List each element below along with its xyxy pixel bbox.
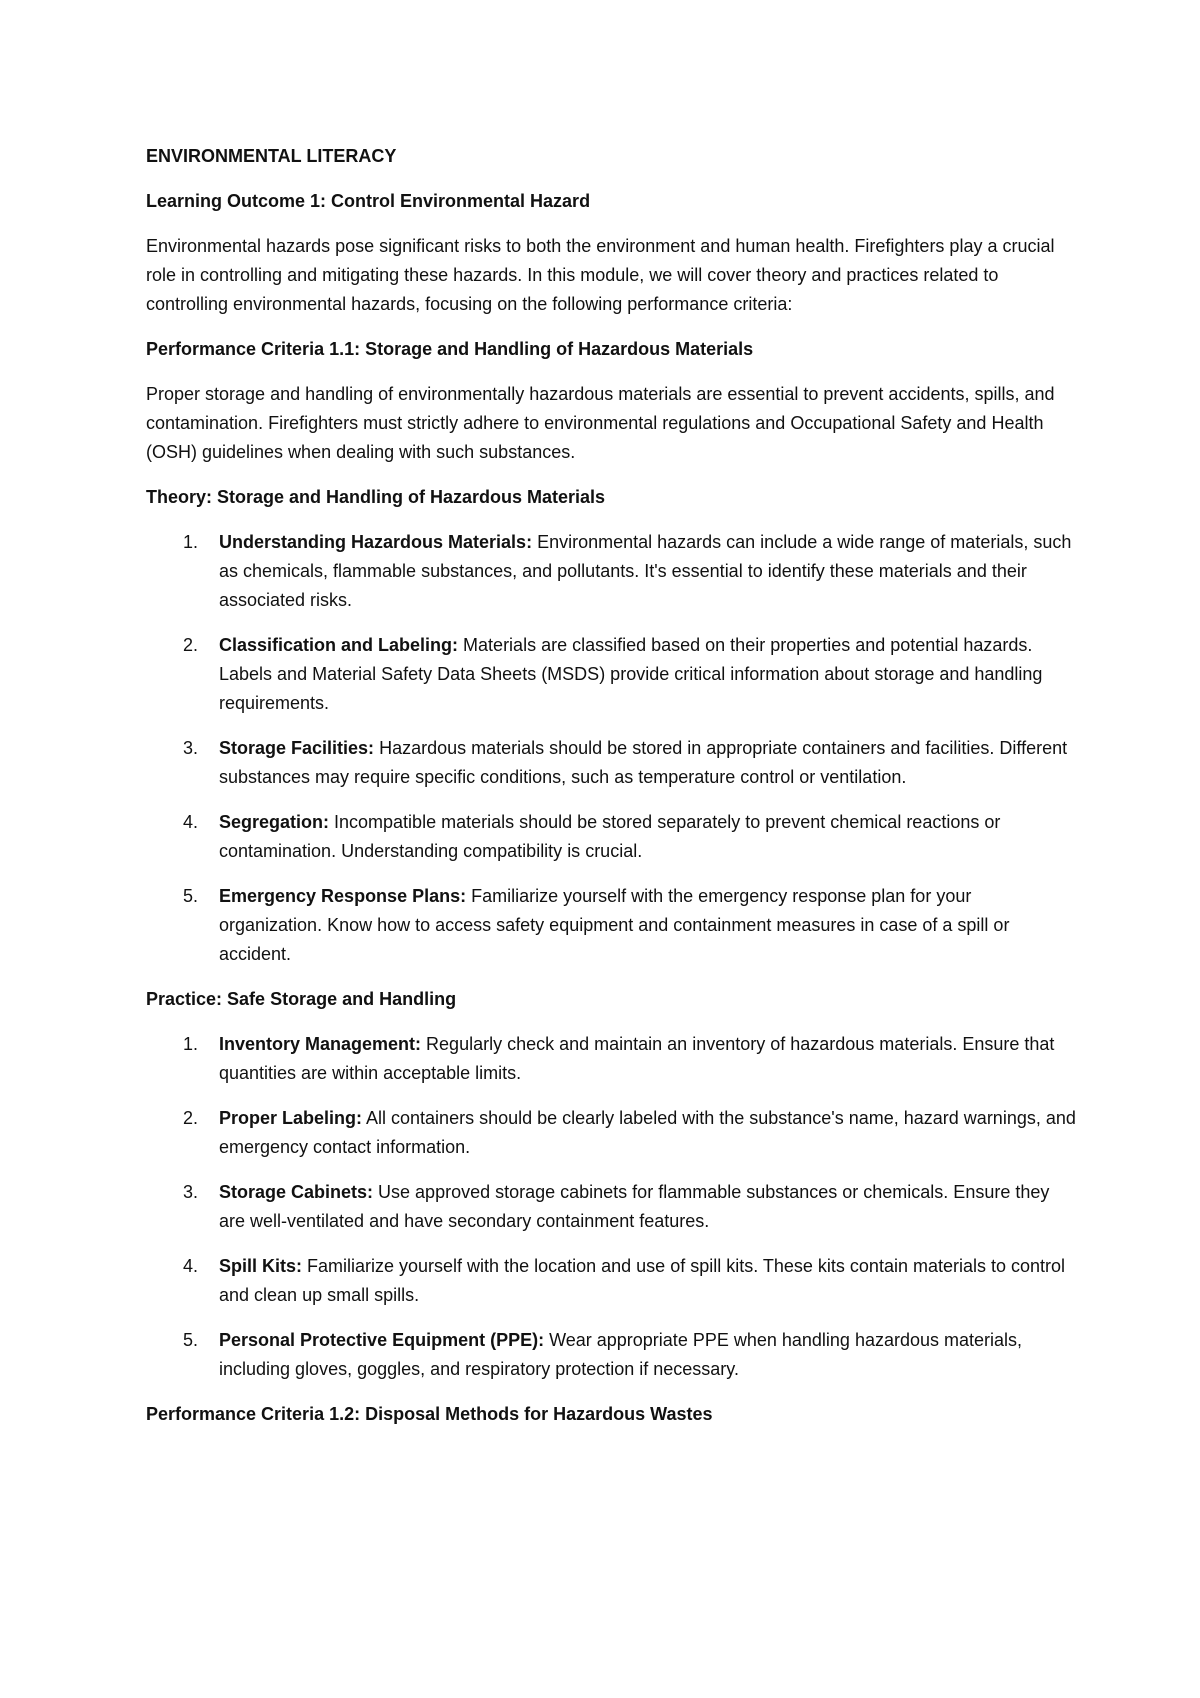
- list-term: Storage Cabinets:: [219, 1182, 374, 1202]
- theory-heading: Theory: Storage and Handling of Hazardous Materials: [146, 487, 606, 507]
- list-text: All containers should be clearly labeled with the substance's name, hazard warnings, and emergency contact information.: [219, 1108, 1076, 1157]
- list-text: Familiarize yourself with the location and use of spill kits. These kits contain materials to control and clean up small spills.: [219, 1256, 1066, 1305]
- list-item: [146, 528, 1076, 615]
- list-term: Emergency Response Plans:: [219, 886, 467, 906]
- list-item: [146, 1252, 1076, 1310]
- pc2-heading: Performance Criteria 1.2: Disposal Methods for Hazardous Wastes: [146, 1404, 713, 1424]
- pc1-heading: Performance Criteria 1.1: Storage and Handling of Hazardous Materials: [146, 339, 754, 359]
- list-term: Inventory Management:: [219, 1034, 422, 1054]
- list-number: 2.: [183, 1108, 199, 1128]
- list-text: Familiarize yourself with the emergency response plan for your organization. Know how to access safety equipment and containment measures in case of a spill or accident.: [219, 886, 1010, 964]
- list-number: 3.: [183, 1182, 199, 1202]
- list-number: 4.: [183, 1256, 199, 1276]
- learning-outcome-heading: Learning Outcome 1: Control Environmental Hazard: [146, 191, 591, 211]
- list-text: Materials are classified based on their properties and potential hazards. Labels and Material Safety Data Sheets (MSDS) provide critical information about storage and handling requirements.: [219, 635, 1043, 713]
- list-term: Personal Protective Equipment (PPE):: [219, 1330, 545, 1350]
- list-text: Use approved storage cabinets for flammable substances or chemicals. Ensure they are well-ventilated and have secondary containment features.: [219, 1182, 1050, 1231]
- list-term: Classification and Labeling:: [219, 635, 459, 655]
- list-item: [146, 1030, 1076, 1088]
- list-number: 2.: [183, 635, 199, 655]
- document-page: [146, 142, 1076, 1445]
- list-term: Understanding Hazardous Materials:: [219, 532, 533, 552]
- list-number: 3.: [183, 738, 199, 758]
- document-title: ENVIRONMENTAL LITERACY: [146, 146, 397, 166]
- list-item: [146, 734, 1076, 792]
- intro-paragraph: Environmental hazards pose significant risks to both the environment and human health. Firefighters play a crucial role in controlling and mitigating these hazards. In this module, we will cover theory and practices related to controlling environmental hazards, focusing on the following performance criteria:: [146, 236, 1055, 314]
- list-number: 1.: [183, 1034, 199, 1054]
- list-text: Regularly check and maintain an inventory of hazardous materials. Ensure that quantities are within acceptable limits.: [219, 1034, 1055, 1083]
- list-term: Storage Facilities:: [219, 738, 375, 758]
- list-item: [146, 1104, 1076, 1162]
- list-term: Spill Kits:: [219, 1256, 303, 1276]
- list-item: [146, 1178, 1076, 1236]
- theory-list: [146, 528, 1076, 969]
- list-number: 5.: [183, 1330, 199, 1350]
- list-text: Incompatible materials should be stored separately to prevent chemical reactions or contamination. Understanding compatibility is crucial.: [219, 812, 1001, 861]
- list-term: Proper Labeling:: [219, 1108, 363, 1128]
- list-text: Environmental hazards can include a wide range of materials, such as chemicals, flammable substances, and pollutants. It's essential to identify these materials and their associated risks.: [219, 532, 1072, 610]
- list-item: [146, 882, 1076, 969]
- practice-list: [146, 1030, 1076, 1384]
- list-number: 5.: [183, 886, 199, 906]
- list-number: 1.: [183, 532, 199, 552]
- list-item: [146, 808, 1076, 866]
- list-item: [146, 1326, 1076, 1384]
- list-number: 4.: [183, 812, 199, 832]
- practice-heading: Practice: Safe Storage and Handling: [146, 989, 457, 1009]
- list-text: Wear appropriate PPE when handling hazardous materials, including gloves, goggles, and respiratory protection if necessary.: [219, 1330, 1023, 1379]
- list-item: [146, 631, 1076, 718]
- pc1-intro-paragraph: Proper storage and handling of environmentally hazardous materials are essential to prevent accidents, spills, and contamination. Firefighters must strictly adhere to environmental regulations and Occupational Safety and Health (OSH) guidelines when dealing with such substances.: [146, 384, 1055, 462]
- list-text: Hazardous materials should be stored in appropriate containers and facilities. Different substances may require specific conditions, such as temperature control or ventilation.: [219, 738, 1068, 787]
- list-term: Segregation:: [219, 812, 330, 832]
